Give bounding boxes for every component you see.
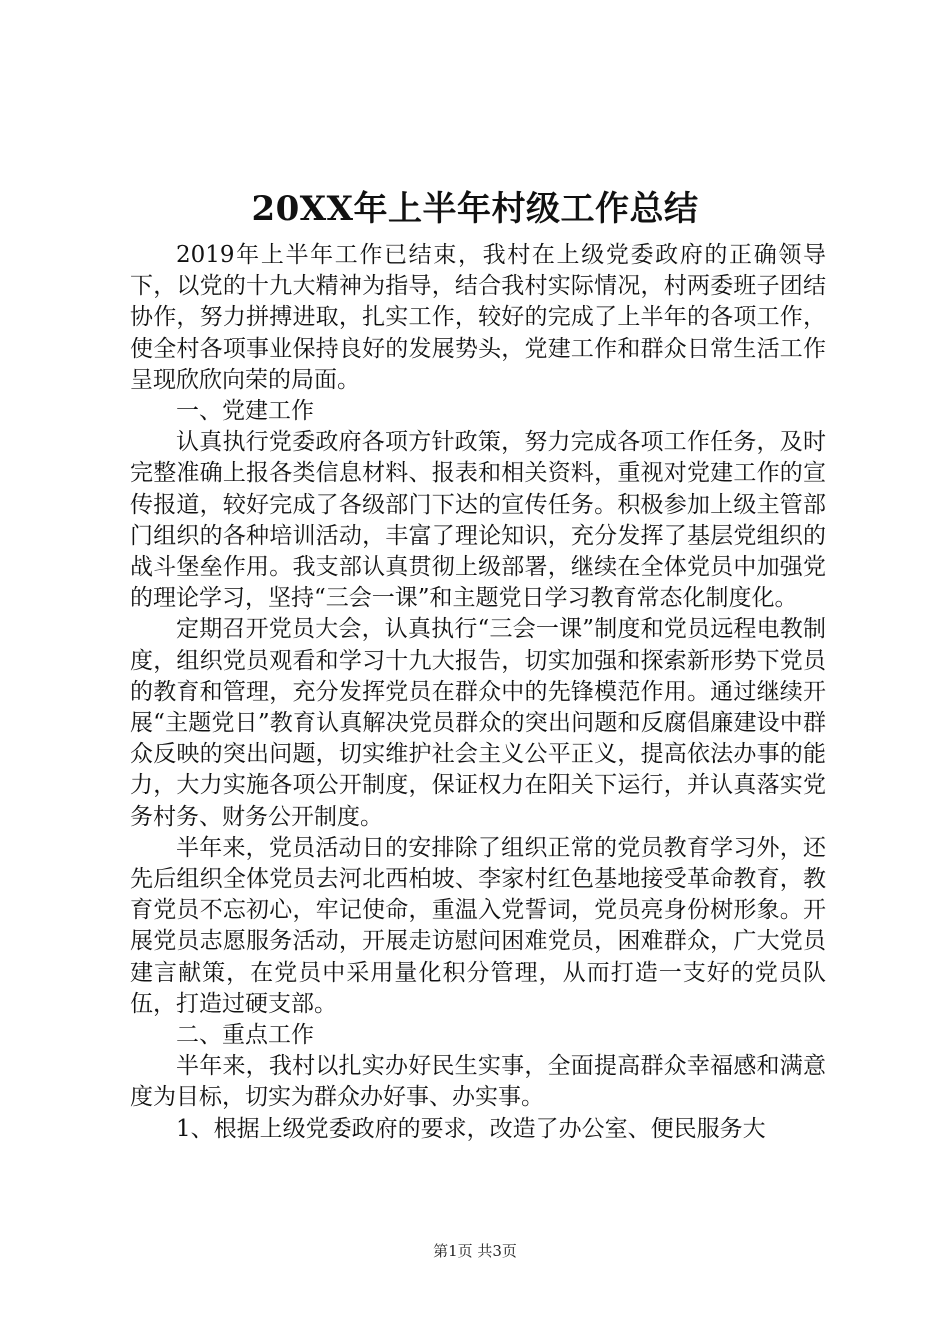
document-body: [130, 240, 826, 1145]
paragraph-intro: 2019年上半年工作已结束，我村在上级党委政府的正确领导下，以党的十九大精神为指导，结合我村实际情况，村两委班子团结协作，努力拼搏进取，扎实工作，较好的完成了上半年的各项工作，使全村各项事业保持良好的发展势头，党建工作和群众日常生活工作呈现欣欣向荣的局面。: [130, 242, 826, 393]
paragraph-party-meetings: 定期召开党员大会，认真执行“三会一课”制度和党员远程电教制度，组织党员观看和学习十九大报告，切实加强和探索新形势下党员的教育和管理，充分发挥党员在群众中的先锋模范作用。通过继续开展“主题党日”教育认真解决党员群众的突出问题和反腐倡廉建设中群众反映的突出问题，切实维护社会主义公平正义，提高依法办事的能力，大力实施各项公开制度，保证权力在阳关下运行，并认真落实党务村务、财务公开制度。: [130, 616, 826, 830]
paragraph-party-activities: 半年来，党员活动日的安排除了组织正常的党员教育学习外，还先后组织全体党员去河北西柏坡、李家村红色基地接受革命教育，教育党员不忘初心，牢记使命，重温入党誓词，党员亮身份树形象。开展党员志愿服务活动，开展走访慰问困难党员，困难群众，广大党员建言献策，在党员中采用量化积分管理，从而打造一支好的党员队伍，打造过硬支部。: [130, 834, 826, 1017]
paragraph-key-work-intro: 半年来，我村以扎实办好民生实事，全面提高群众幸福感和满意度为目标，切实为群众办好事、办实事。: [130, 1053, 826, 1111]
section-heading-key-work: 二、重点工作: [176, 1022, 314, 1049]
paragraph-key-work-item-1: 1、根据上级党委政府的要求，改造了办公室、便民服务大: [176, 1115, 766, 1142]
paragraph-party-policy: 认真执行党委政府各项方针政策，努力完成各项工作任务，及时完整准确上报各类信息材料、报表和相关资料，重视对党建工作的宣传报道，较好完成了各级部门下达的宣传任务。积极参加上级主管部门组织的各种培训活动，丰富了理论知识，充分发挥了基层党组织的战斗堡垒作用。我支部认真贯彻上级部署，继续在全体党员中加强党的理论学习，坚持“三会一课”和主题党日学习教育常态化制度化。: [130, 429, 826, 612]
document-title: 20XX年上半年村级工作总结: [251, 189, 699, 229]
page-footer: 第1页 共3页: [433, 1242, 517, 1260]
section-heading-party-building: 一、党建工作: [176, 398, 314, 425]
